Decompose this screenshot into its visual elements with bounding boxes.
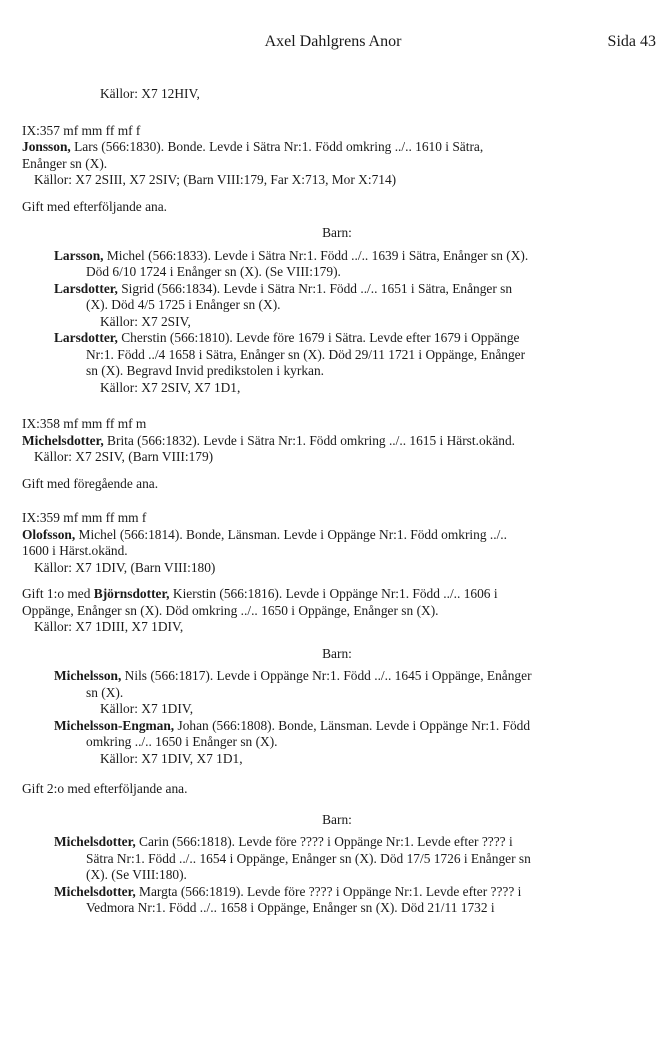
document-title: Axel Dahlgrens Anor — [264, 33, 402, 50]
child-item — [22, 248, 652, 281]
marriage-1-cont: Oppänge, Enånger sn (X). Död omkring ../.. 1650 i Oppänge, Enånger sn (X). — [22, 602, 439, 618]
child-text: Cherstin (566:1810). Levde före 1679 i Sätra. Levde efter 1679 i Oppänge — [117, 330, 520, 345]
entry-ix359 — [22, 510, 652, 917]
top-source: Källor: X7 12HIV, — [100, 86, 200, 101]
child-item — [22, 884, 652, 917]
child-sources: Källor: X7 1DIV, — [100, 701, 194, 716]
child-text-cont: Sätra Nr:1. Född ../.. 1654 i Oppänge, Enånger sn (X). Död 17/5 1726 i Enånger sn — [86, 850, 531, 866]
entry-line-cont: Enånger sn (X). — [22, 155, 108, 171]
child-name: Larsdotter, — [54, 330, 118, 345]
child-item — [22, 668, 652, 718]
child-sources: Källor: X7 2SIV, X7 1D1, — [100, 379, 241, 395]
child-item — [22, 718, 652, 768]
child-text: Johan (566:1808). Bonde, Länsman. Levde i Oppänge Nr:1. Född — [174, 717, 531, 733]
entry-id: IX:357 mf mm ff mf f — [22, 122, 141, 138]
entry-line — [22, 139, 652, 156]
entry-ix358 — [22, 416, 652, 492]
child-text-cont: sn (X). — [86, 684, 124, 700]
entry-sources: Källor: X7 1DIV, (Barn VIII:180) — [34, 559, 216, 575]
child-sources: Källor: X7 2SIV, — [100, 313, 191, 329]
entry-ix357 — [22, 123, 652, 397]
entry-line-cont: 1600 i Härst.okänd. — [22, 543, 128, 558]
child-text-cont: Nr:1. Född ../4 1658 i Sätra, Enånger sn (X). Död 29/11 1721 i Oppänge, Enånger — [86, 346, 526, 362]
marriage-1: Gift 1:o med Björnsdotter, Kierstin (566:1816). Levde i Oppänge Nr:1. Född ../.. 1606 i — [22, 586, 498, 601]
entry-id: IX:359 mf mm ff mm f — [22, 510, 147, 525]
marriage-2: Gift 2:o med efterföljande ana. — [22, 781, 188, 796]
person-text: Michel (566:1814). Bonde, Länsman. Levde i Oppänge Nr:1. Född omkring ../.. — [75, 526, 507, 542]
child-sources: Källor: X7 1DIV, X7 1D1, — [100, 750, 243, 766]
person-name: Michelsdotter, — [22, 432, 104, 448]
spouse-name: Björnsdotter, — [93, 586, 170, 601]
child-name: Michelsdotter, — [54, 883, 136, 899]
marriage-note: Gift med efterföljande ana. — [22, 198, 167, 214]
person-name: Olofsson, — [22, 526, 76, 542]
children-heading: Barn: — [322, 811, 352, 827]
child-name: Michelsdotter, — [54, 834, 136, 849]
child-text-cont: (X). (Se VIII:180). — [86, 867, 187, 882]
page-header — [0, 34, 666, 56]
entry-sources: Källor: X7 2SIII, X7 2SIV; (Barn VIII:179, Far X:713, Mor X:714) — [34, 172, 397, 187]
children-heading: Barn: — [322, 645, 352, 661]
marriage-note: Gift med föregående ana. — [22, 475, 159, 491]
child-text: Nils (566:1817). Levde i Oppänge Nr:1. Född ../.. 1645 i Oppänge, Enånger — [121, 668, 532, 683]
child-text-cont: (X). Död 4/5 1725 i Enånger sn (X). — [86, 297, 281, 312]
child-text: Margta (566:1819). Levde före ???? i Oppänge Nr:1. Levde efter ???? i — [135, 883, 522, 899]
marriage-1-sources: Källor: X7 1DIII, X7 1DIV, — [34, 619, 184, 634]
child-name: Larsdotter, — [54, 280, 118, 296]
person-text: Lars (566:1830). Bonde. Levde i Sätra Nr:1. Född omkring ../.. 1610 i Sätra, — [70, 139, 484, 154]
child-text-cont: sn (X). Begravd Invid predikstolen i kyrkan. — [86, 363, 325, 378]
child-text-cont: Vedmora Nr:1. Född ../.. 1658 i Oppänge, Enånger sn (X). Död 21/11 1732 i — [86, 900, 495, 915]
person-text: Brita (566:1832). Levde i Sätra Nr:1. Född omkring ../.. 1615 i Härst.okänd. — [103, 432, 516, 448]
child-name: Michelsson-Engman, — [54, 717, 175, 733]
child-text-cont: Död 6/10 1724 i Enånger sn (X). (Se VIII:179). — [86, 264, 341, 279]
child-item — [22, 834, 652, 884]
entry-id: IX:358 mf mm ff mf m — [22, 416, 147, 431]
child-text: Michel (566:1833). Levde i Sätra Nr:1. Född ../.. 1639 i Sätra, Enånger sn (X). — [103, 247, 529, 263]
person-name: Jonsson, — [22, 139, 71, 154]
entry-sources: Källor: X7 2SIV, (Barn VIII:179) — [34, 449, 214, 464]
children-heading: Barn: — [322, 225, 352, 240]
child-item — [22, 281, 652, 331]
child-item — [22, 330, 652, 396]
child-name: Larsson, — [54, 247, 104, 263]
child-name: Michelsson, — [54, 668, 122, 683]
child-text: Sigrid (566:1834). Levde i Sätra Nr:1. Född ../.. 1651 i Sätra, Enånger sn — [117, 280, 513, 296]
page-content — [22, 86, 652, 917]
child-text-cont: omkring ../.. 1650 i Enånger sn (X). — [86, 734, 278, 749]
child-text: Carin (566:1818). Levde före ???? i Oppänge Nr:1. Levde efter ???? i — [135, 834, 513, 849]
page-number: Sida 43 — [607, 33, 656, 50]
